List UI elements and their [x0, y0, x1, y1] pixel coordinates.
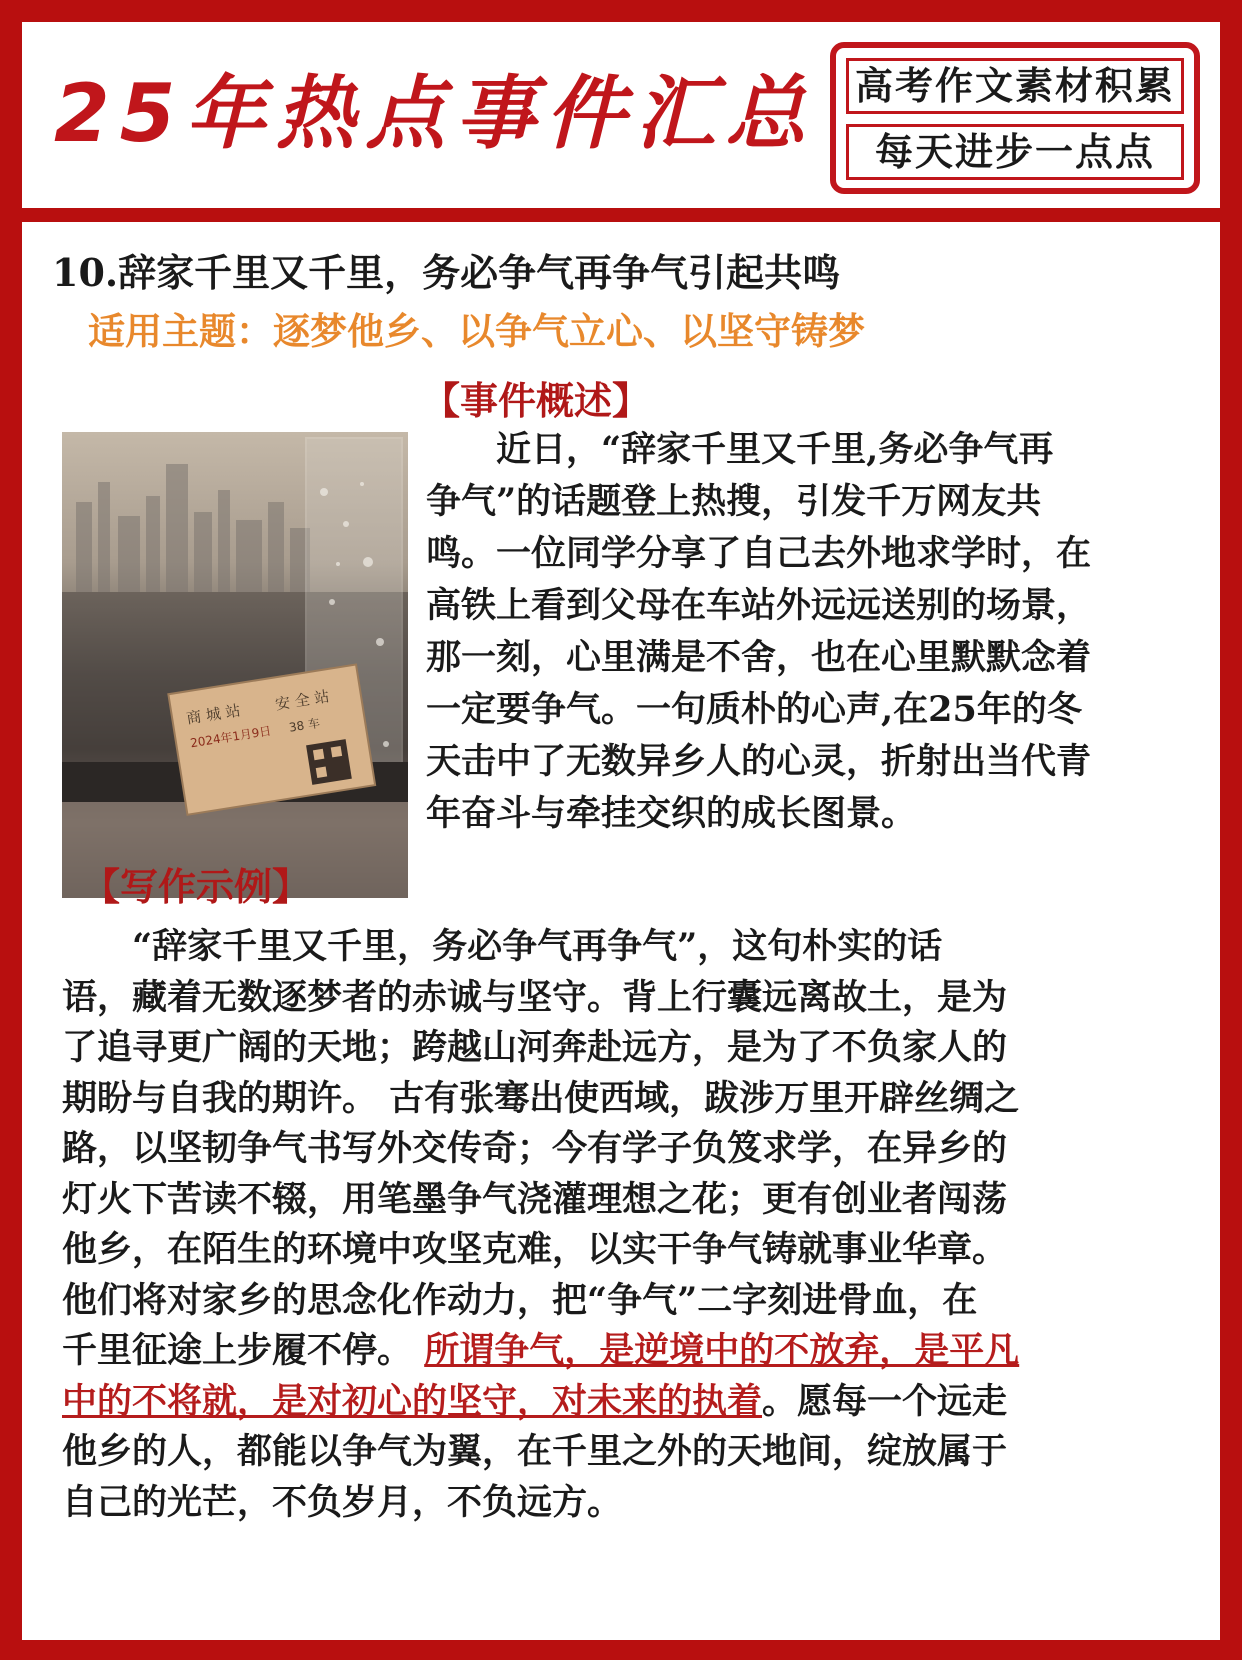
tag-bottom: 每天进步一点点: [846, 124, 1184, 180]
example-line: 灯火下苦读不辍，用笔墨争气浇灌理想之花；更有创业者闯荡: [62, 1178, 1008, 1220]
example-line: 他乡，在陌生的环境中攻坚克难，以实干争气铸就事业华章。: [62, 1229, 1008, 1270]
highlighted-quote: 所谓争气，是逆境中的不放弃，是平凡: [424, 1330, 1020, 1371]
summary-line: 鸣。一位同学分享了自己去外地求学时，在: [426, 533, 1092, 574]
page-title: 25年热点事件汇总: [54, 67, 816, 160]
example-label: 【写作示例】: [82, 864, 311, 909]
summary-label: 【事件概述】: [422, 378, 651, 423]
example-line: 语，藏着无数逐梦者的赤诚与坚守。背上行囊远离故土，是为: [62, 976, 1008, 1018]
ticket-text-4: 38 车: [288, 715, 321, 735]
example-line: 了追寻更广阔的天地；跨越山河奔赴远方，是为了不负家人的: [62, 1027, 1008, 1068]
ticket-text-2: 安 全 站: [273, 687, 331, 714]
summary-line: 近日，“辞家千里又千里,务必争气再: [426, 429, 1054, 470]
example-line: [62, 1377, 1202, 1428]
train-window-ticket-photo: [62, 432, 408, 898]
ticket-text-1: 商 城 站: [185, 701, 242, 728]
example-text: 千里征途上步履不停。: [62, 1330, 425, 1371]
summary-line: 高铁上看到父母在车站外远远送别的场景，: [426, 585, 1092, 626]
header-banner: [22, 22, 1220, 208]
photo-illustration: [62, 432, 408, 898]
tag-top: 高考作文素材积累: [846, 58, 1184, 114]
writing-example: [62, 922, 1202, 1528]
summary-line: 一定要争气。一句质朴的心声,在25年的冬: [426, 689, 1082, 730]
ticket-text-3: 2024年1月9日: [189, 723, 273, 751]
summary-line: 那一刻，心里满是不舍，也在心里默默念着: [426, 637, 1092, 678]
event-summary: [426, 424, 1206, 840]
example-line: “辞家千里又千里，务必争气再争气”，这句朴实的话: [62, 926, 943, 967]
example-line: 他乡的人，都能以争气为翼，在千里之外的天地间，绽放属于: [62, 1431, 1008, 1472]
summary-line: 争气”的话题登上热搜，引发千万网友共: [426, 481, 1042, 522]
event-title: 10.辞家千里又千里，务必争气再争气引起共鸣: [52, 250, 841, 295]
example-line: 自己的光芒，不负岁月，不负远方。: [62, 1481, 623, 1523]
summary-line: 年奋斗与牵挂交织的成长图景。: [426, 793, 917, 834]
example-line: 期盼与自我的期许。 古有张骞出使西域，跋涉万里开辟丝绸之: [62, 1077, 1020, 1119]
content-panel: [22, 222, 1220, 1640]
summary-line: 天击中了无数异乡人的心灵，折射出当代青: [426, 741, 1092, 782]
highlighted-quote: 中的不将就，是对初心的坚守，对未来的执着: [62, 1380, 763, 1422]
ticket-qr-code-icon: [306, 739, 352, 785]
event-theme: 适用主题：逐梦他乡、以争气立心、以坚守铸梦: [88, 309, 865, 353]
example-text: 。愿每一个远走: [762, 1380, 1008, 1422]
tag-box: [830, 42, 1200, 194]
example-line: 路，以坚韧争气书写外交传奇；今有学子负笈求学，在异乡的: [62, 1128, 1008, 1169]
example-line: 他们将对家乡的思念化作动力，把“争气”二字刻进骨血，在: [62, 1279, 978, 1321]
example-line: [62, 1326, 1202, 1377]
